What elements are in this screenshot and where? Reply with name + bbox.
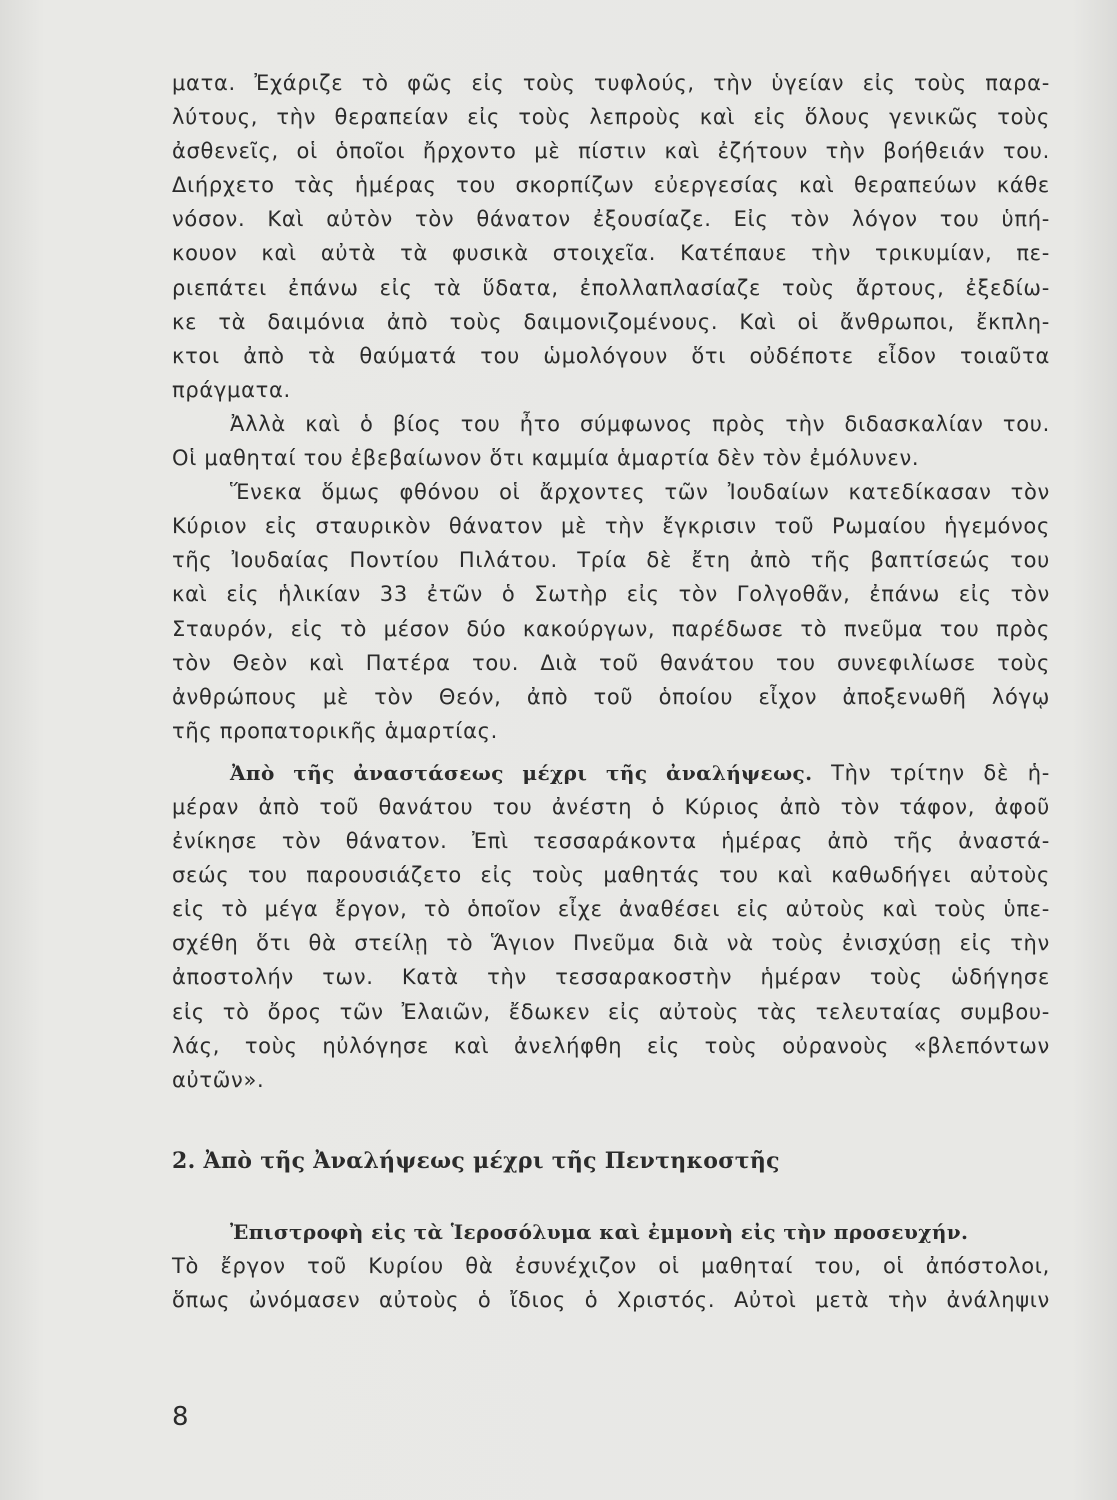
text-line: ἀσθενεῖς, οἱ ὁποῖοι ἤρχοντο μὲ πίστιν καὶ ἐζήτουν τὴν βοήθειάν του. <box>172 139 1050 164</box>
paragraph-5 <box>172 1215 1050 1317</box>
section-title: 2. Ἀπὸ τῆς Ἀναλήψεως μέχρι τῆς Πεντηκοστῆς <box>172 1147 780 1174</box>
text-line: τὸν Θεὸν καὶ Πατέρα του. Διὰ τοῦ θανάτου του συνεφιλίωσε τοὺς <box>172 650 1050 675</box>
text-line: Ἀλλὰ καὶ ὁ βίος του ἦτο σύμφωνος πρὸς τὴν διδασκαλίαν του. <box>230 411 1050 436</box>
text-line: Διήρχετο τὰς ἡμέρας του σκορπίζων εὐεργεσίας καὶ θεραπεύων κάθε <box>172 173 1050 198</box>
text-column <box>172 66 1050 1317</box>
text-line: εἰς τὸ μέγα ἔργον, τὸ ὁποῖον εἶχε ἀναθέσει εἰς αὐτοὺς καὶ τοὺς ὑπε- <box>172 897 1050 922</box>
page-number: 8 <box>172 1402 189 1432</box>
text-line: τῆς προπατορικῆς ἁμαρτίας. <box>172 718 499 743</box>
text-line: Οἱ μαθηταί του ἐβεβαίωνον ὅτι καμμία ἁμαρτία δὲν τὸν ἐμόλυνεν. <box>172 446 920 471</box>
text-line: λύτους, τὴν θεραπείαν εἰς τοὺς λεπροὺς καὶ εἰς ὅλους γενικῶς τοὺς <box>172 105 1050 130</box>
text-line: ριεπάτει ἐπάνω εἰς τὰ ὕδατα, ἐπολλαπλασίαζε τοὺς ἄρτους, ἐξεδίω- <box>172 275 1050 300</box>
text-line: ματα. Ἐχάριζε τὸ φῶς εἰς τοὺς τυφλούς, τὴν ὑγείαν εἰς τοὺς παρα- <box>172 71 1050 95</box>
text-line: λάς, τοὺς ηὐλόγησε καὶ ἀνελήφθη εἰς τοὺς οὐρανοὺς «βλεπόντων <box>172 1033 1050 1058</box>
text-line: κουον καὶ αὐτὰ τὰ φυσικὰ στοιχεῖα. Κατέπαυε τὴν τρικυμίαν, πε- <box>172 241 1050 266</box>
text-line: Κύριον εἰς σταυρικὸν θάνατον μὲ τὴν ἔγκρισιν τοῦ Ρωμαίου ἡγεμόνος <box>172 514 1050 539</box>
text-line: νόσον. Καὶ αὐτὸν τὸν θάνατον ἐξουσίαζε. Εἰς τὸν λόγον του ὑπή- <box>172 207 1050 232</box>
text-line: πράγματα. <box>172 377 291 402</box>
text-line: κε τὰ δαιμόνια ἀπὸ τοὺς δαιμονιζομένους. Καὶ οἱ ἄνθρωποι, ἔκπλη- <box>172 309 1050 334</box>
text-line: τῆς Ἰουδαίας Ποντίου Πιλάτου. Τρία δὲ ἔτη ἀπὸ τῆς βαπτίσεώς του <box>172 548 1050 573</box>
paragraph-1 <box>172 66 1050 407</box>
paragraph-2 <box>172 407 1050 475</box>
text-line: αὐτῶν». <box>172 1067 265 1092</box>
text-line: μέραν ἀπὸ τοῦ θανάτου του ἀνέστη ὁ Κύριος ἀπὸ τὸν τάφον, ἀφοῦ <box>172 794 1050 819</box>
text-line <box>172 756 1050 790</box>
text-run: Τὴν τρίτην δὲ ἡ- <box>831 760 1050 785</box>
run-in-heading: Ἐπιστροφὴ εἰς τὰ Ἱεροσόλυμα καὶ ἐμμονὴ εἰς τὴν προσευχήν. <box>230 1219 969 1244</box>
text-line: καὶ εἰς ἡλικίαν 33 ἐτῶν ὁ Σωτὴρ εἰς τὸν Γολγοθᾶν, ἐπάνω εἰς τὸν <box>172 582 1050 607</box>
text-line: Τὸ ἔργον τοῦ Κυρίου θὰ ἐσυνέχιζον οἱ μαθηταί του, οἱ ἀπόστολοι, <box>172 1253 1050 1278</box>
text-line: κτοι ἀπὸ τὰ θαύματά του ὡμολόγουν ὅτι οὐδέποτε εἶδον τοιαῦτα <box>172 343 1050 368</box>
text-line: Σταυρόν, εἰς τὸ μέσον δύο κακούργων, παρέδωσε τὸ πνεῦμα του πρὸς <box>172 616 1050 641</box>
text-line: ἀνθρώπους μὲ τὸν Θεόν, ἀπὸ τοῦ ὁποίου εἶχον ἀποξενωθῆ λόγῳ <box>172 684 1050 709</box>
text-line: ὅπως ὠνόμασεν αὐτοὺς ὁ ἴδιος ὁ Χριστός. Αὐτοὶ μετὰ τὴν ἀνάληψιν <box>172 1288 1050 1312</box>
text-line: ἀποστολήν των. Κατὰ τὴν τεσσαρακοστὴν ἡμέραν τοὺς ὡδήγησε <box>172 965 1050 990</box>
text-line: εἰς τὸ ὄρος τῶν Ἐλαιῶν, ἔδωκεν εἰς αὐτοὺς τὰς τελευταίας συμβου- <box>172 999 1050 1024</box>
text-line: σεώς του παρουσιάζετο εἰς τοὺς μαθητάς του καὶ καθωδήγει αὐτοὺς <box>172 863 1050 888</box>
run-in-heading: Ἀπὸ τῆς ἀναστάσεως μέχρι τῆς ἀναλήψεως. <box>230 760 813 785</box>
text-line <box>172 1215 1050 1249</box>
text-line: Ἕνεκα ὅμως φθόνου οἱ ἄρχοντες τῶν Ἰουδαίων κατεδίκασαν τὸν <box>230 480 1050 505</box>
paragraph-4 <box>172 756 1050 1097</box>
text-line: ἐνίκησε τὸν θάνατον. Ἐπὶ τεσσαράκοντα ἡμέρας ἀπὸ τῆς ἀναστά- <box>172 829 1050 854</box>
paragraph-3 <box>172 475 1050 748</box>
text-line: σχέθη ὅτι θὰ στείλῃ τὸ Ἅγιον Πνεῦμα διὰ νὰ τοὺς ἐνισχύσῃ εἰς τὴν <box>172 931 1050 956</box>
